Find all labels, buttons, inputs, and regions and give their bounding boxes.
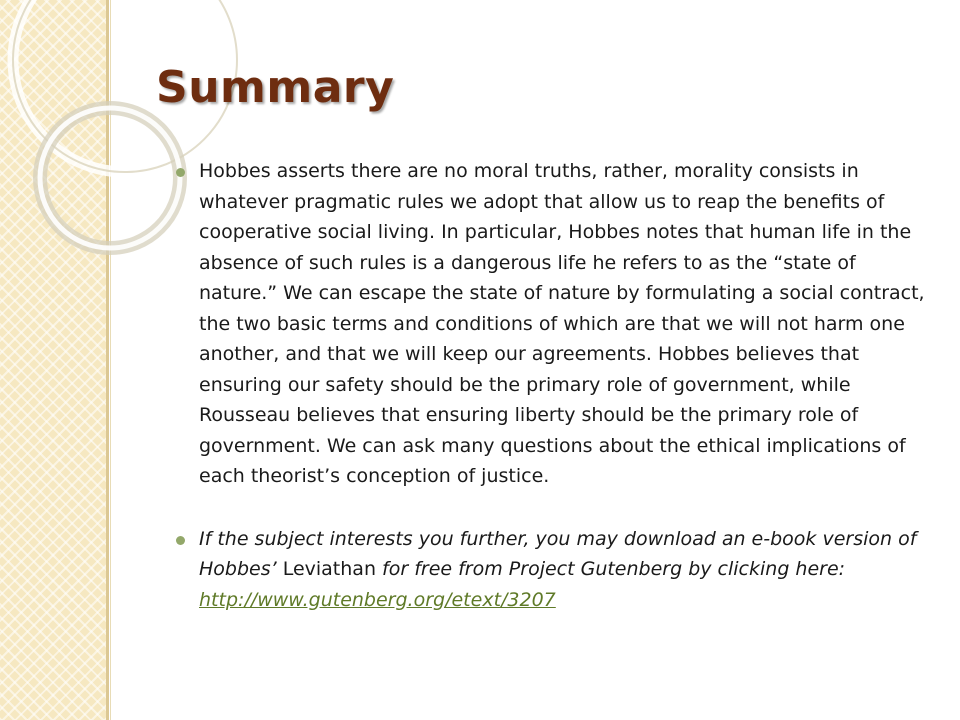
- bullet-text-after: for free from Project Gutenberg by clicking here:: [376, 558, 846, 580]
- bullet-dot-icon: [176, 536, 185, 545]
- bullet-text-before: If the subject interests you further, you may download an e-book version of Hobbes’: [199, 527, 917, 580]
- book-title: Leviathan: [282, 558, 376, 580]
- bullet-item-summary: [176, 156, 936, 492]
- gutenberg-link[interactable]: http://www.gutenberg.org/etext/3207: [199, 588, 556, 611]
- bullet-text: Hobbes asserts there are no moral truths, rather, morality consists in whatever pragmatic rules we adopt that allow us to reap the benefits of cooperative social living. In particular, Hobbes notes that human life in the absence of such rules is a dangerous life he refers to as the “state of nature.” We can escape the state of nature by formulating a social contract, the two basic terms and conditions of which are that we will not harm one another, and that we will keep our agreements. Hobbes believes that ensuring our safety should be the primary role of government, while Rousseau believes that ensuring liberty should be the primary role of government. We can ask many questions about the ethical implications of each theorist’s conception of justice.: [199, 160, 925, 487]
- bullet-item-further-reading: [176, 524, 936, 616]
- slide-title: Summary: [156, 62, 395, 113]
- bullet-dot-icon: [176, 168, 185, 177]
- bullet-list: [176, 156, 936, 615]
